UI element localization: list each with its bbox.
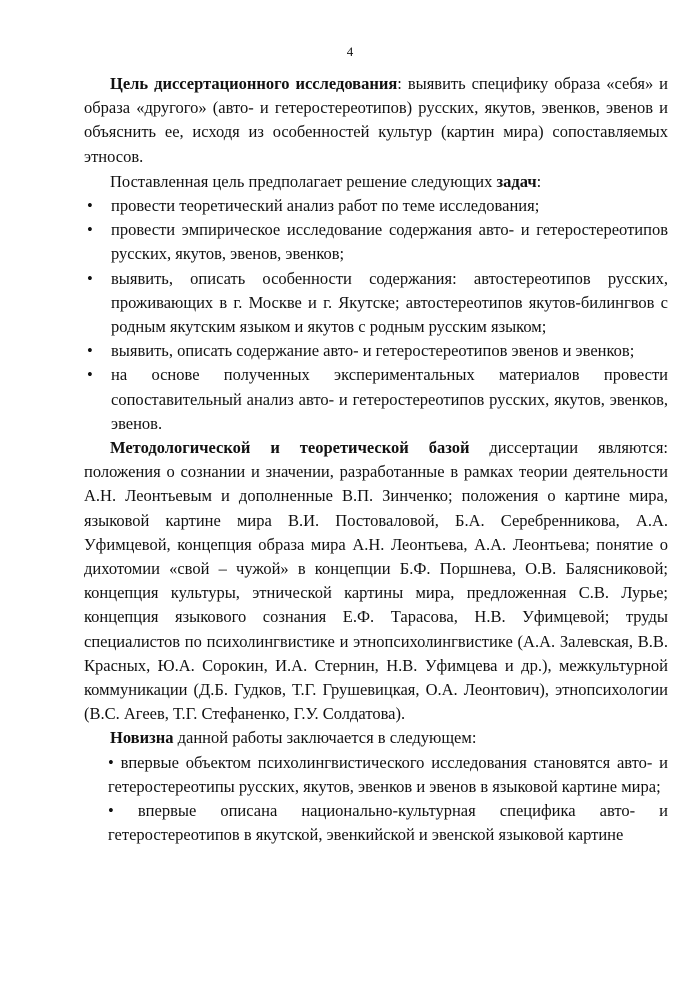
task-item [84, 194, 668, 218]
novelty-intro [84, 726, 668, 750]
task-item-text: провести эмпирическое исследование содержания авто- и гетеростереотипов русских, якутов, эвенов, эвенков; [111, 220, 668, 264]
bullet-icon: • [108, 801, 114, 821]
task-item-text: выявить, описать содержание авто- и гетеростереотипов эвенов и эвенков; [111, 341, 635, 361]
tasks-intro-end: : [536, 171, 542, 191]
tasks-list [84, 194, 668, 436]
bullet-icon: • [87, 268, 93, 288]
novelty-label: Новизна [110, 728, 174, 748]
task-item [84, 218, 668, 266]
task-item [84, 267, 668, 340]
bullet-icon: • [87, 196, 93, 216]
novelty-item-text: впервые описана национально-культурная специфика авто- и гетеростереотипов в якутской, эвенкийской и эвенской языковой картине [108, 801, 669, 845]
goal-label: Цель диссертационного исследования [110, 74, 398, 93]
novelty-item-text: впервые объектом психолингвистического исследования становятся авто- и гетеростереотипы русских, якутов, эвенков и эвенов в языковой картине мира; [108, 752, 669, 796]
novelty-item [108, 751, 668, 799]
goal-paragraph [84, 72, 668, 169]
novelty-item [108, 799, 668, 847]
methodology-label: Методологической и теоретической базой [110, 438, 470, 458]
tasks-intro-text: Поставленная цель предполагает решение следующих [110, 171, 497, 191]
task-item [84, 339, 668, 363]
methodology-text: диссертации являются: положения о сознании и значении, разработанные в рамках теории деятельности А.Н. Леонтьевым и дополненные В.П. Зинченко; положения о картине мира, языковой картине мира В.И. Постоваловой, Б.А. Серебренникова, А.А. Уфимцевой, концепция образа мира А.Н. Леонтьева, А.А. Леонтьева; понятие о дихотомии «свой – чужой» в концепции Б.Ф. Поршнева, О.В. Балясниковой; концепция культуры, этнической картины мира, предложенная С.В. Лурье; концепция языкового сознания Е.Ф. Тарасова, Н.В. Уфимцевой; труды специалистов по психолингвистике и этнопсихолингвистике (А.А. Залевская, В.В. Красных, Ю.А. Сорокин, И.А. Стернин, Н.В. Уфимцева и др.), межкультурной коммуникации (Д.Б. Гудков, Т.Г. Грушевицкая, О.А. Леонтович), этнопсихологии (В.С. Агеев, Т.Г. Стефаненко, Г.У. Солдатова). [84, 438, 668, 724]
bullet-icon: • [87, 341, 93, 361]
methodology-paragraph [84, 436, 668, 726]
task-item-text: выявить, описать особенности содержания: автостереотипов русских, проживающих в г. Москве и г. Якутске; автостереотипов якутов-билингвов с родным якутским языком и якутов с родным русским языком; [111, 268, 668, 337]
goal-text: : выявить специфику образа «себя» и образа «другого» (авто- и гетеростереотипов) русских, якутов, эвенков, эвенов и объяснить ее, исходя из особенностей культур (картин мира) сопоставляемых этносов. [84, 74, 669, 166]
page-number: 4 [346, 44, 354, 59]
novelty-list [84, 751, 668, 848]
page-content [84, 72, 668, 848]
tasks-intro [84, 170, 668, 194]
novelty-text: данной работы заключается в следующем: [173, 728, 477, 748]
task-item-text: на основе полученных экспериментальных материалов провести сопоставительный анализ авто- и гетеростереотипов русских, якутов, эвенков, эвенов. [111, 365, 668, 433]
task-item [84, 363, 668, 436]
bullet-icon: • [87, 220, 93, 240]
task-item-text: провести теоретический анализ работ по теме исследования; [111, 196, 540, 216]
tasks-intro-bold: задач [496, 171, 537, 191]
bullet-icon: • [87, 365, 93, 385]
bullet-icon: • [108, 752, 114, 772]
